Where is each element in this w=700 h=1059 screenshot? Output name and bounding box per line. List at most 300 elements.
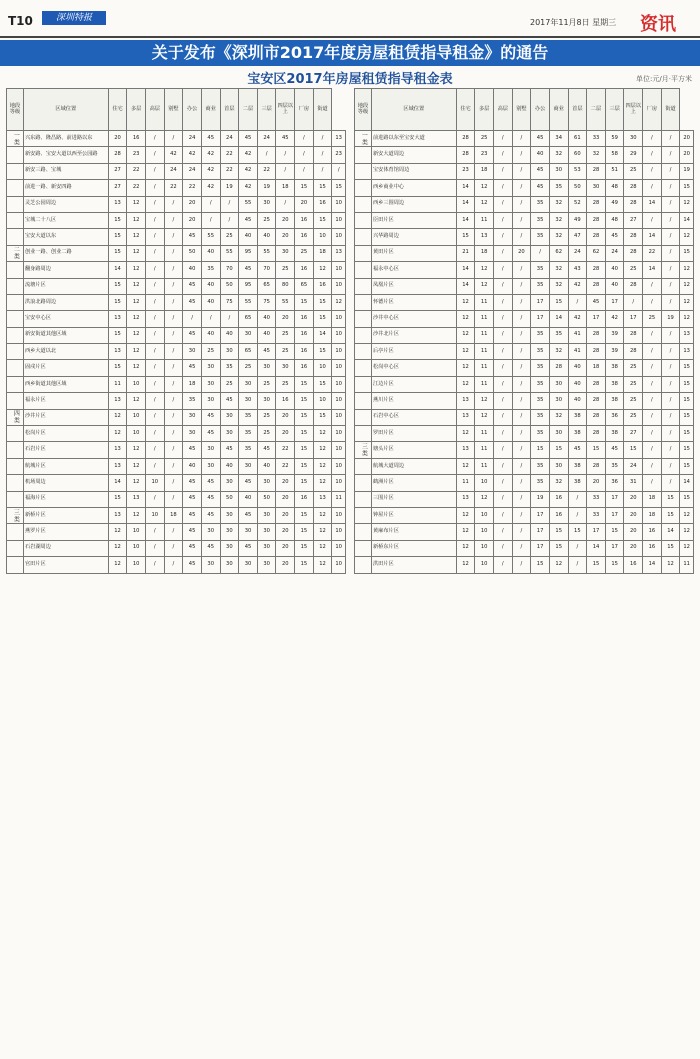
rent-value-cell: 15 — [313, 311, 332, 327]
rent-value-cell: 14 — [313, 327, 332, 343]
rent-value-cell: 28 — [624, 196, 643, 212]
table-row — [355, 376, 694, 392]
rent-value-cell: 13 — [108, 442, 127, 458]
rent-value-cell: 12 — [127, 507, 146, 523]
rent-value-cell: 28 — [549, 360, 568, 376]
grade-cell — [355, 311, 372, 327]
rent-value-cell: 15 — [680, 376, 694, 392]
rent-value-cell: / — [568, 491, 587, 507]
rent-value-cell: 28 — [587, 376, 606, 392]
rent-value-cell: 16 — [624, 557, 643, 573]
rent-value-cell: / — [661, 442, 680, 458]
grade-cell — [355, 393, 372, 409]
rent-value-cell: / — [661, 278, 680, 294]
grade-cell — [7, 524, 24, 540]
rent-value-cell: 20 — [624, 524, 643, 540]
rent-value-cell: 15 — [295, 475, 314, 491]
rent-value-cell: 10 — [332, 376, 346, 392]
rent-value-cell: 40 — [257, 327, 276, 343]
area-cell: 新安大道周边 — [371, 147, 456, 163]
col-villa: 别墅 — [512, 89, 531, 131]
rent-value-cell: 12 — [456, 458, 475, 474]
table-row — [7, 409, 346, 425]
rent-value-cell: 45 — [201, 409, 220, 425]
rent-value-cell: 15 — [332, 180, 346, 196]
rent-value-cell: / — [145, 262, 164, 278]
rent-value-cell: 20 — [624, 491, 643, 507]
rent-value-cell: 45 — [276, 131, 295, 147]
rent-value-cell: 18 — [475, 245, 494, 261]
rent-value-cell: 15 — [549, 540, 568, 556]
rent-value-cell: 14 — [680, 212, 694, 228]
rent-value-cell: 12 — [127, 278, 146, 294]
grade-cell — [355, 180, 372, 196]
rent-value-cell: / — [643, 278, 662, 294]
area-cell: 宝安体育馆周边 — [371, 163, 456, 179]
rent-value-cell: 42 — [164, 147, 183, 163]
rent-value-cell: 45 — [183, 229, 202, 245]
rent-value-cell: 30 — [201, 393, 220, 409]
rent-value-cell: 40 — [239, 491, 258, 507]
rent-value-cell: 12 — [127, 229, 146, 245]
left-rent-table — [6, 88, 346, 574]
rent-value-cell: / — [164, 409, 183, 425]
rent-value-cell: 35 — [531, 426, 550, 442]
rent-value-cell: 10 — [332, 327, 346, 343]
area-cell: 新桥片区 — [23, 507, 108, 523]
rent-value-cell: 49 — [568, 212, 587, 228]
issue-date: 2017年11月8日 星期三 — [530, 18, 617, 27]
rent-value-cell: / — [512, 262, 531, 278]
rent-value-cell: / — [661, 409, 680, 425]
rent-value-cell: 45 — [605, 229, 624, 245]
rent-value-cell: 40 — [605, 262, 624, 278]
rent-value-cell: 18 — [643, 491, 662, 507]
rent-value-cell: 16 — [295, 327, 314, 343]
rent-value-cell: / — [145, 540, 164, 556]
rent-value-cell: / — [493, 147, 512, 163]
rent-value-cell: 18 — [643, 507, 662, 523]
rent-value-cell: 13 — [456, 442, 475, 458]
rent-value-cell: 41 — [568, 327, 587, 343]
rent-value-cell: / — [313, 131, 332, 147]
rent-value-cell: 45 — [183, 507, 202, 523]
rent-value-cell: / — [512, 131, 531, 147]
rent-value-cell: / — [643, 442, 662, 458]
table-row — [7, 524, 346, 540]
table-row — [7, 180, 346, 196]
rent-value-cell: 12 — [127, 212, 146, 228]
rent-value-cell: 12 — [127, 311, 146, 327]
rent-value-cell: 35 — [531, 278, 550, 294]
rent-value-cell: 30 — [239, 524, 258, 540]
rent-value-cell: / — [164, 344, 183, 360]
rent-value-cell: 18 — [276, 180, 295, 196]
rent-value-cell: 27 — [624, 426, 643, 442]
table-row — [355, 163, 694, 179]
rent-value-cell: 30 — [239, 557, 258, 573]
rent-value-cell: 15 — [568, 524, 587, 540]
rent-value-cell: 12 — [456, 507, 475, 523]
table-row — [7, 557, 346, 573]
rent-value-cell: / — [145, 311, 164, 327]
rent-value-cell: 30 — [220, 344, 239, 360]
rent-value-cell: 22 — [257, 163, 276, 179]
area-cell: 西乡三围周边 — [371, 196, 456, 212]
rent-value-cell: 24 — [220, 131, 239, 147]
grade-cell — [7, 294, 24, 310]
rent-value-cell: 24 — [183, 163, 202, 179]
rent-value-cell: 10 — [313, 229, 332, 245]
rent-value-cell: 20 — [295, 196, 314, 212]
area-cell: 新安街道其他区域 — [23, 327, 108, 343]
rent-value-cell: 18 — [164, 507, 183, 523]
rent-value-cell: 43 — [568, 262, 587, 278]
grade-cell — [355, 557, 372, 573]
rent-value-cell: 14 — [643, 557, 662, 573]
rent-value-cell: 10 — [127, 426, 146, 442]
area-cell: 兴华路周边 — [371, 229, 456, 245]
rent-value-cell: / — [201, 311, 220, 327]
rent-value-cell: / — [661, 212, 680, 228]
rent-value-cell: 12 — [127, 393, 146, 409]
rent-value-cell: 16 — [313, 278, 332, 294]
rent-value-cell: 35 — [549, 327, 568, 343]
rent-value-cell: 12 — [127, 475, 146, 491]
rent-value-cell: 35 — [183, 393, 202, 409]
rent-value-cell: 20 — [276, 426, 295, 442]
table-row — [355, 442, 694, 458]
rent-value-cell: 10 — [332, 229, 346, 245]
rent-value-cell: / — [164, 360, 183, 376]
rent-value-cell: 45 — [183, 475, 202, 491]
rent-value-cell: 10 — [127, 409, 146, 425]
rent-value-cell: 15 — [661, 540, 680, 556]
area-cell: 石岩片区 — [23, 442, 108, 458]
rent-value-cell: / — [145, 524, 164, 540]
rent-value-cell: / — [164, 540, 183, 556]
area-cell: 凤凰片区 — [371, 278, 456, 294]
table-row — [7, 131, 346, 147]
rent-value-cell: / — [661, 294, 680, 310]
rent-value-cell: 38 — [568, 409, 587, 425]
rent-value-cell: 31 — [624, 475, 643, 491]
rent-value-cell: 45 — [201, 426, 220, 442]
area-cell: 前进一路、新安四路 — [23, 180, 108, 196]
rent-value-cell: 75 — [220, 294, 239, 310]
rent-value-cell: 12 — [475, 180, 494, 196]
rent-value-cell: 25 — [276, 262, 295, 278]
rent-value-cell: 21 — [456, 245, 475, 261]
rent-value-cell: / — [643, 376, 662, 392]
area-cell: 创业一路、创业二路 — [23, 245, 108, 261]
rent-value-cell: 30 — [183, 426, 202, 442]
rent-value-cell: 50 — [220, 278, 239, 294]
rent-value-cell: 12 — [475, 393, 494, 409]
page-number: T10 — [8, 14, 33, 28]
rent-value-cell: 13 — [127, 491, 146, 507]
rent-value-cell: / — [493, 196, 512, 212]
rent-value-cell: 22 — [643, 245, 662, 261]
table-row — [7, 442, 346, 458]
rent-value-cell: / — [145, 131, 164, 147]
rent-value-cell: 32 — [549, 147, 568, 163]
rent-value-cell: 30 — [549, 426, 568, 442]
rent-value-cell: / — [512, 327, 531, 343]
rent-value-cell: 25 — [624, 376, 643, 392]
area-cell: 机场周边 — [23, 475, 108, 491]
rent-value-cell: 20 — [276, 540, 295, 556]
rent-value-cell: 13 — [108, 458, 127, 474]
table-row — [7, 212, 346, 228]
rent-value-cell: / — [661, 458, 680, 474]
rent-value-cell: 12 — [680, 311, 694, 327]
rent-value-cell: / — [661, 147, 680, 163]
rent-value-cell: 40 — [531, 147, 550, 163]
rent-value-cell: / — [145, 163, 164, 179]
rent-value-cell: 17 — [587, 311, 606, 327]
rent-value-cell: 11 — [475, 344, 494, 360]
rent-value-cell: 12 — [127, 458, 146, 474]
rent-value-cell: 25 — [201, 344, 220, 360]
col-office: 办公 — [531, 89, 550, 131]
rent-value-cell: 55 — [239, 294, 258, 310]
rent-value-cell: 30 — [201, 442, 220, 458]
rent-value-cell: 28 — [587, 163, 606, 179]
table-row — [7, 262, 346, 278]
rent-value-cell: / — [512, 360, 531, 376]
rent-value-cell: 15 — [295, 426, 314, 442]
rent-value-cell: 30 — [549, 393, 568, 409]
area-cell: 臣田片区 — [371, 212, 456, 228]
rent-value-cell: / — [493, 409, 512, 425]
rent-value-cell: 16 — [295, 360, 314, 376]
rent-value-cell: 20 — [276, 229, 295, 245]
rent-value-cell: 35 — [239, 426, 258, 442]
rent-value-cell: / — [643, 360, 662, 376]
table-row — [355, 426, 694, 442]
rent-value-cell: / — [164, 557, 183, 573]
rent-value-cell: 28 — [624, 229, 643, 245]
rent-value-cell: 28 — [587, 393, 606, 409]
rent-value-cell: 12 — [127, 327, 146, 343]
rent-value-cell: / — [493, 360, 512, 376]
rent-value-cell: 17 — [531, 524, 550, 540]
area-cell: 黄田片区 — [371, 245, 456, 261]
rent-value-cell: 42 — [239, 147, 258, 163]
rent-value-cell: 10 — [332, 409, 346, 425]
rent-value-cell: 42 — [201, 163, 220, 179]
rent-value-cell: 80 — [276, 278, 295, 294]
rent-value-cell: / — [512, 196, 531, 212]
col-fourth-up: 四层以上 — [276, 89, 295, 131]
rent-value-cell: / — [164, 245, 183, 261]
rent-value-cell: / — [220, 212, 239, 228]
rent-value-cell: 17 — [605, 294, 624, 310]
area-cell: 福永中心区 — [371, 262, 456, 278]
grade-cell: 三类 — [355, 442, 372, 458]
rent-value-cell: 11 — [475, 442, 494, 458]
rent-value-cell: 12 — [475, 262, 494, 278]
grade-cell — [7, 376, 24, 392]
rent-value-cell: 40 — [183, 262, 202, 278]
rent-value-cell: 20 — [276, 409, 295, 425]
rent-value-cell: / — [512, 557, 531, 573]
grade-cell — [7, 147, 24, 163]
table-row — [355, 507, 694, 523]
rent-value-cell: / — [145, 393, 164, 409]
rent-value-cell: 12 — [313, 507, 332, 523]
rent-value-cell: 22 — [127, 163, 146, 179]
rent-value-cell: 10 — [332, 458, 346, 474]
rent-value-cell: 27 — [624, 212, 643, 228]
rent-value-cell: 14 — [456, 262, 475, 278]
rent-value-cell: / — [493, 311, 512, 327]
col-multistory: 多层 — [475, 89, 494, 131]
table-row — [7, 491, 346, 507]
rent-value-cell: 17 — [531, 311, 550, 327]
rent-tables — [6, 88, 694, 1054]
rent-value-cell: / — [145, 229, 164, 245]
rent-value-cell: 10 — [332, 344, 346, 360]
rent-value-cell: 32 — [549, 475, 568, 491]
rent-value-cell: 40 — [257, 458, 276, 474]
rent-value-cell: 49 — [605, 196, 624, 212]
table-row — [7, 475, 346, 491]
rent-value-cell: 12 — [127, 245, 146, 261]
rent-value-cell: 18 — [475, 163, 494, 179]
rent-value-cell: 42 — [201, 147, 220, 163]
rent-value-cell: 11 — [475, 458, 494, 474]
rent-value-cell: / — [493, 524, 512, 540]
area-cell: 罗田片区 — [371, 426, 456, 442]
rent-value-cell: 11 — [680, 557, 694, 573]
rent-value-cell: / — [512, 540, 531, 556]
table-row — [355, 196, 694, 212]
rent-value-cell: 12 — [680, 196, 694, 212]
rent-value-cell: / — [493, 245, 512, 261]
rent-value-cell: 10 — [475, 540, 494, 556]
col-grade: 地段等级 — [7, 89, 24, 131]
area-cell: 洪浪北路周边 — [23, 294, 108, 310]
rent-value-cell: 12 — [680, 507, 694, 523]
table-row — [355, 491, 694, 507]
grade-cell — [355, 262, 372, 278]
rent-value-cell: 15 — [313, 376, 332, 392]
rent-value-cell: 40 — [201, 245, 220, 261]
rent-value-cell: 45 — [201, 475, 220, 491]
rent-value-cell: 15 — [531, 557, 550, 573]
rent-value-cell: 35 — [220, 360, 239, 376]
rent-value-cell: 13 — [108, 311, 127, 327]
rent-value-cell: 42 — [183, 147, 202, 163]
table-row — [7, 344, 346, 360]
table-row — [7, 294, 346, 310]
rent-value-cell: 45 — [183, 557, 202, 573]
col-highrise: 高层 — [145, 89, 164, 131]
rent-value-cell: 28 — [587, 458, 606, 474]
rent-value-cell: / — [512, 344, 531, 360]
rent-value-cell: 40 — [257, 311, 276, 327]
rent-value-cell: / — [257, 147, 276, 163]
rent-value-cell: 45 — [239, 212, 258, 228]
rent-value-cell: 15 — [661, 491, 680, 507]
grade-cell — [355, 475, 372, 491]
rent-value-cell: 16 — [127, 131, 146, 147]
rent-value-cell: 95 — [239, 278, 258, 294]
grade-cell — [355, 426, 372, 442]
rent-value-cell: 36 — [605, 475, 624, 491]
rent-value-cell: 45 — [257, 442, 276, 458]
area-cell: 宝安大道以东 — [23, 229, 108, 245]
grade-cell — [7, 458, 24, 474]
rent-value-cell: / — [276, 147, 295, 163]
rent-value-cell: 10 — [127, 540, 146, 556]
rent-value-cell: 16 — [295, 491, 314, 507]
rent-value-cell: 35 — [531, 376, 550, 392]
rent-value-cell: 10 — [127, 376, 146, 392]
rent-value-cell: 12 — [127, 344, 146, 360]
rent-value-cell: 12 — [108, 409, 127, 425]
grade-cell — [7, 163, 24, 179]
rent-value-cell: 38 — [605, 376, 624, 392]
rent-value-cell: 12 — [456, 344, 475, 360]
rent-value-cell: 50 — [257, 491, 276, 507]
rent-value-cell: / — [493, 327, 512, 343]
rent-value-cell: 28 — [587, 196, 606, 212]
rent-value-cell: / — [145, 147, 164, 163]
rent-value-cell: 30 — [257, 360, 276, 376]
table-row — [7, 163, 346, 179]
rent-value-cell: 10 — [145, 507, 164, 523]
rent-value-cell: 25 — [257, 409, 276, 425]
grade-cell: 二类 — [7, 245, 24, 261]
rent-value-cell: 25 — [624, 393, 643, 409]
rent-value-cell: 25 — [239, 360, 258, 376]
area-cell: 怀德片区 — [371, 294, 456, 310]
rent-value-cell: / — [512, 180, 531, 196]
rent-value-cell: 16 — [295, 344, 314, 360]
rent-value-cell: 45 — [183, 540, 202, 556]
rent-value-cell: 12 — [680, 229, 694, 245]
area-cell: 宝安中心区 — [23, 311, 108, 327]
rent-value-cell: 42 — [568, 278, 587, 294]
rent-value-cell: 30 — [220, 426, 239, 442]
rent-value-cell: 29 — [624, 147, 643, 163]
rent-value-cell: 25 — [624, 262, 643, 278]
rent-value-cell: / — [512, 376, 531, 392]
rent-value-cell: 16 — [295, 262, 314, 278]
rent-value-cell: 13 — [680, 344, 694, 360]
table-title: 宝安区2017年房屋租赁指导租金表 — [247, 72, 453, 87]
rent-value-cell: 12 — [680, 540, 694, 556]
rent-value-cell: 38 — [605, 426, 624, 442]
rent-value-cell: 16 — [643, 540, 662, 556]
rent-value-cell: 25 — [643, 311, 662, 327]
area-cell: 航城大道周边 — [371, 458, 456, 474]
rent-value-cell: / — [643, 458, 662, 474]
rent-value-cell: / — [164, 196, 183, 212]
area-cell: 西乡大道以北 — [23, 344, 108, 360]
area-cell: 三围片区 — [371, 491, 456, 507]
grade-cell — [355, 163, 372, 179]
rent-value-cell: / — [661, 262, 680, 278]
rent-value-cell: 17 — [531, 507, 550, 523]
rent-value-cell: 40 — [568, 376, 587, 392]
area-cell: 福永片区 — [23, 393, 108, 409]
rent-value-cell: 40 — [220, 327, 239, 343]
rent-value-cell: 35 — [201, 262, 220, 278]
